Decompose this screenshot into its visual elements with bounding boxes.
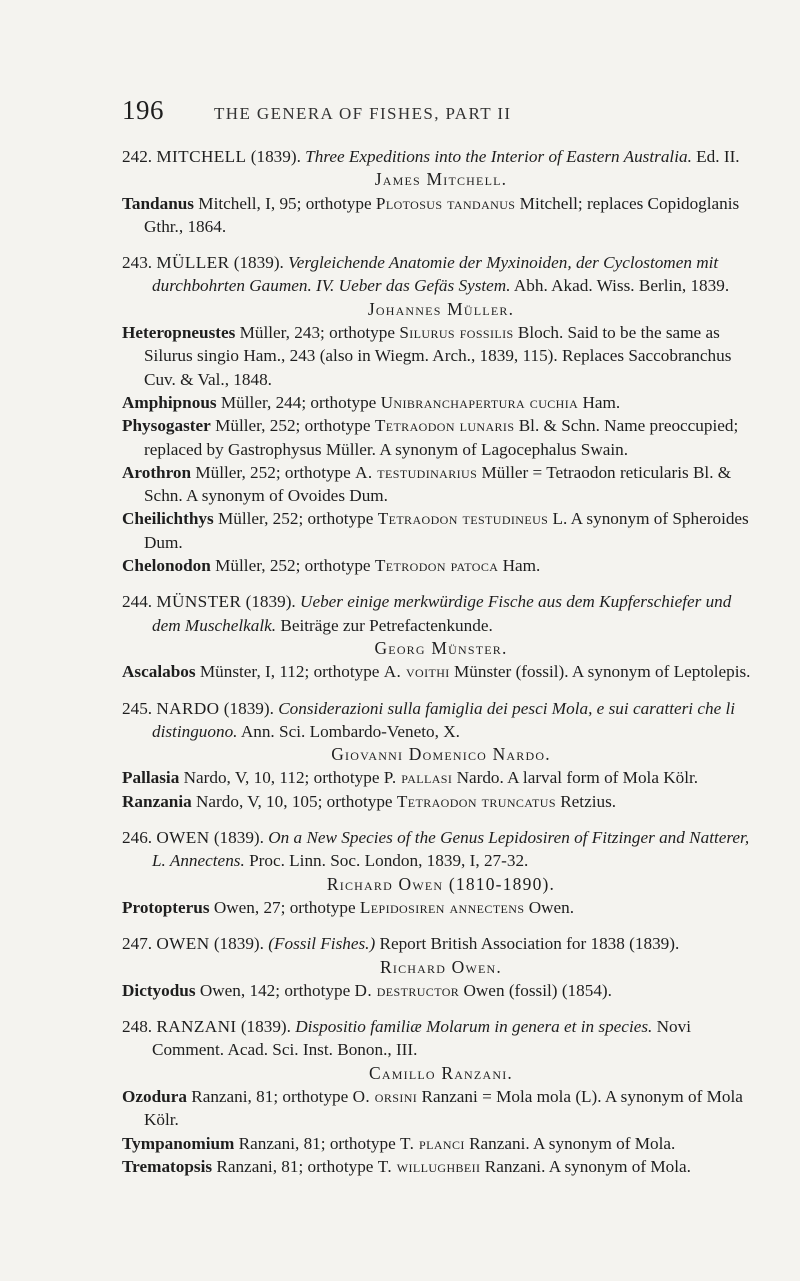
publication-source: Abh. Akad. Wiss. Berlin, 1839.	[513, 276, 730, 296]
entry-author: MITCHELL	[156, 147, 247, 166]
publication-source: Beiträge zur Petrefactenkunde.	[280, 615, 493, 635]
genus-entry	[122, 192, 760, 239]
genus-entry	[122, 391, 760, 414]
entry-number: 243.	[122, 253, 153, 273]
entry-author: OWEN	[156, 828, 210, 848]
entry-number: 245.	[122, 698, 153, 718]
publication-title: Vergleichende Anatomie der Myxinoiden, der Cyclostomen mit durchbohrten Gaumen. IV. Ueber das Gefäs System.	[152, 253, 719, 296]
genus-reference: Müller, 252; orthotype	[213, 509, 378, 529]
genus-name: Tympanomium	[122, 1133, 235, 1153]
type-species: Plotosus tandanus	[375, 193, 516, 213]
entry-year: (1839).	[245, 592, 296, 612]
entry-author: MÜNSTER	[156, 592, 242, 612]
genus-entry	[122, 554, 760, 577]
type-species: O. orsini	[352, 1086, 418, 1106]
type-species: D. destructor	[354, 980, 460, 1000]
genus-name: Protopterus	[122, 897, 210, 917]
type-species: Tetraodon truncatus	[396, 791, 556, 811]
genus-reference: Ranzani, 81; orthotype	[186, 1086, 353, 1106]
type-species: Silurus fossilis	[399, 323, 514, 343]
genus-name: Dictyodus	[122, 980, 196, 1000]
genus-entry	[122, 1132, 760, 1155]
type-species: A. voithi	[383, 662, 450, 682]
type-species: T. planci	[400, 1133, 465, 1153]
genus-name: Pallasia	[122, 768, 180, 788]
genus-name: Trematopsis	[122, 1156, 213, 1176]
entry-year: (1839).	[250, 147, 301, 166]
publication-title: On a New Species of the Genus Lepidosiren of Fitzinger and Natterer, L. Annectens.	[152, 828, 750, 871]
type-species: Unibranchapertura cuchia	[380, 392, 579, 412]
entry-author: MÜLLER	[156, 253, 230, 273]
genus-entry	[122, 414, 760, 461]
genus-reference: Müller, 244; orthotype	[216, 392, 381, 412]
publication-source: Ed. II.	[696, 147, 740, 166]
page-content	[122, 145, 760, 1191]
bibliography-entry	[122, 1015, 760, 1178]
genus-name: Ozodura	[122, 1086, 187, 1106]
entry-citation	[122, 251, 760, 298]
genus-entry	[122, 507, 760, 554]
genus-note: Ham.	[578, 392, 621, 412]
genus-note: Ranzani. A synonym of Mola.	[480, 1156, 691, 1176]
genus-name: Amphipnous	[122, 392, 217, 412]
type-species: A. testudinarius	[355, 462, 478, 482]
entry-citation	[122, 1015, 760, 1062]
genus-note: Owen (fossil) (1854).	[459, 980, 612, 1000]
genus-note: Retzius.	[555, 791, 617, 811]
running-title: THE GENERA OF FISHES, PART II	[214, 104, 512, 123]
genus-reference: Owen, 27; orthotype	[209, 897, 360, 917]
genus-note: Bloch. Said to be the same as Silurus singio Ham., 243 (also in Wiegm. Arch., 1839, 115). Replaces Saccobranchus Cuv. & Val., 1848.	[144, 323, 732, 389]
page-header	[122, 95, 742, 131]
publication-title: Dispositio familiæ Molarum in genera et in species.	[295, 1017, 653, 1037]
type-species: Tetraodon lunaris	[374, 416, 515, 436]
entry-year: (1839).	[240, 1017, 291, 1037]
author-full-name: Johannes Müller.	[367, 298, 515, 319]
genus-name: Ascalabos	[122, 662, 196, 682]
genus-entry	[122, 321, 760, 391]
genus-reference: Mitchell, I, 95; orthotype	[194, 193, 376, 213]
genus-note: Bl. & Schn. Name preoccupied; replaced by Gastrophysus Müller. A synonym of Lagocephalus Swain.	[144, 416, 739, 459]
genus-note: Mitchell; replaces Copidoglanis Gthr., 1864.	[144, 193, 740, 236]
genus-note: Münster (fossil). A synonym of Leptolepis.	[449, 662, 751, 682]
entry-number: 246.	[122, 828, 153, 848]
genus-name: Physogaster	[122, 416, 211, 436]
type-species: P. pallasi	[383, 768, 453, 788]
genus-note: Owen.	[524, 897, 575, 917]
entry-author: RANZANI	[156, 1017, 237, 1037]
entry-year: (1839).	[223, 698, 274, 718]
entry-author: NARDO	[156, 698, 220, 718]
genus-name: Chelonodon	[122, 556, 211, 576]
entry-number: 247.	[122, 934, 153, 954]
genus-reference: Ranzani, 81; orthotype	[212, 1156, 378, 1176]
genus-entry	[122, 1085, 760, 1132]
genus-name: Arothron	[122, 462, 192, 482]
genus-reference: Nardo, V, 10, 105; orthotype	[191, 791, 397, 811]
bibliography-entry	[122, 697, 760, 813]
entry-year: (1839).	[233, 253, 284, 273]
genus-name: Ranzania	[122, 791, 192, 811]
entry-citation	[122, 145, 760, 168]
entry-number: 242.	[122, 147, 153, 166]
publication-title: Ueber einige merkwürdige Fische aus dem Kupferschiefer und dem Muschelkalk.	[152, 592, 732, 635]
publication-source: Ann. Sci. Lombardo-Veneto, X.	[240, 721, 460, 741]
genus-reference: Müller, 252; orthotype	[210, 556, 375, 576]
genus-reference: Ranzani, 81; orthotype	[234, 1133, 401, 1153]
genus-entry	[122, 790, 760, 813]
publication-title: (Fossil Fishes.)	[268, 934, 376, 954]
publication-title: Three Expeditions into the Interior of Eastern Australia.	[305, 147, 692, 166]
author-full-name: James Mitchell.	[374, 169, 508, 190]
genus-reference: Nardo, V, 10, 112; orthotype	[179, 768, 384, 788]
genus-entry	[122, 660, 760, 683]
genus-entry	[122, 461, 760, 508]
bibliography-entry	[122, 251, 760, 577]
publication-source: Novi Comment. Acad. Sci. Inst. Bonon., III.	[152, 1017, 692, 1060]
author-full-name: Georg Münster.	[374, 637, 508, 658]
author-full-name: Richard Owen.	[380, 956, 502, 977]
entry-author: OWEN	[156, 934, 210, 954]
genus-reference: Müller, 243; orthotype	[235, 323, 400, 343]
publication-title: Considerazioni sulla famiglia dei pesci Mola, e sui caratteri che li distinguono.	[152, 698, 736, 741]
type-species: T. willughbeii	[377, 1156, 481, 1176]
entry-year: (1839).	[213, 934, 264, 954]
entry-citation	[122, 697, 760, 744]
genus-reference: Müller, 252; orthotype	[210, 416, 375, 436]
entry-number: 248.	[122, 1017, 153, 1037]
genus-name: Heteropneustes	[122, 323, 236, 343]
entry-citation	[122, 590, 760, 637]
bibliography-entry	[122, 590, 760, 683]
genus-note: Nardo. A larval form of Mola Kölr.	[452, 768, 699, 788]
author-full-name: Camillo Ranzani.	[369, 1062, 513, 1083]
type-species: Lepidosiren annectens	[359, 897, 525, 917]
bibliography-entry	[122, 826, 760, 919]
genus-note: Ranzani. A synonym of Mola.	[464, 1133, 676, 1153]
author-full-name: Richard Owen (1810-1890).	[326, 873, 556, 894]
entry-year: (1839).	[213, 828, 264, 848]
genus-reference: Owen, 142; orthotype	[195, 980, 355, 1000]
genus-note: L. A synonym of Spheroides Dum.	[144, 509, 749, 552]
genus-entry	[122, 896, 760, 919]
genus-reference: Münster, I, 112; orthotype	[195, 662, 384, 682]
genus-note: Ranzani = Mola mola (L). A synonym of Mola Kölr.	[144, 1086, 743, 1130]
bibliography-entry	[122, 932, 760, 1002]
genus-reference: Müller, 252; orthotype	[191, 462, 356, 482]
author-full-name: Giovanni Domenico Nardo.	[331, 744, 551, 765]
page-number: 196	[122, 95, 164, 125]
genus-name: Tandanus	[122, 193, 194, 213]
genus-name: Cheilichthys	[122, 509, 214, 529]
entry-citation	[122, 826, 760, 873]
genus-note: Müller = Tetraodon reticularis Bl. & Schn. A synonym of Ovoides Dum.	[144, 462, 732, 506]
publication-source: Proc. Linn. Soc. London, 1839, I, 27-32.	[249, 851, 529, 871]
type-species: Tetraodon testudineus	[377, 509, 549, 529]
genus-entry	[122, 766, 760, 789]
entry-citation	[122, 932, 760, 955]
genus-entry	[122, 1155, 760, 1178]
genus-entry	[122, 979, 760, 1002]
bibliography-entry	[122, 145, 760, 238]
publication-source: Report British Association for 1838 (1839).	[379, 934, 680, 954]
type-species: Tetrodon patoca	[374, 556, 499, 576]
entry-number: 244.	[122, 592, 153, 612]
genus-note: Ham.	[498, 556, 541, 576]
